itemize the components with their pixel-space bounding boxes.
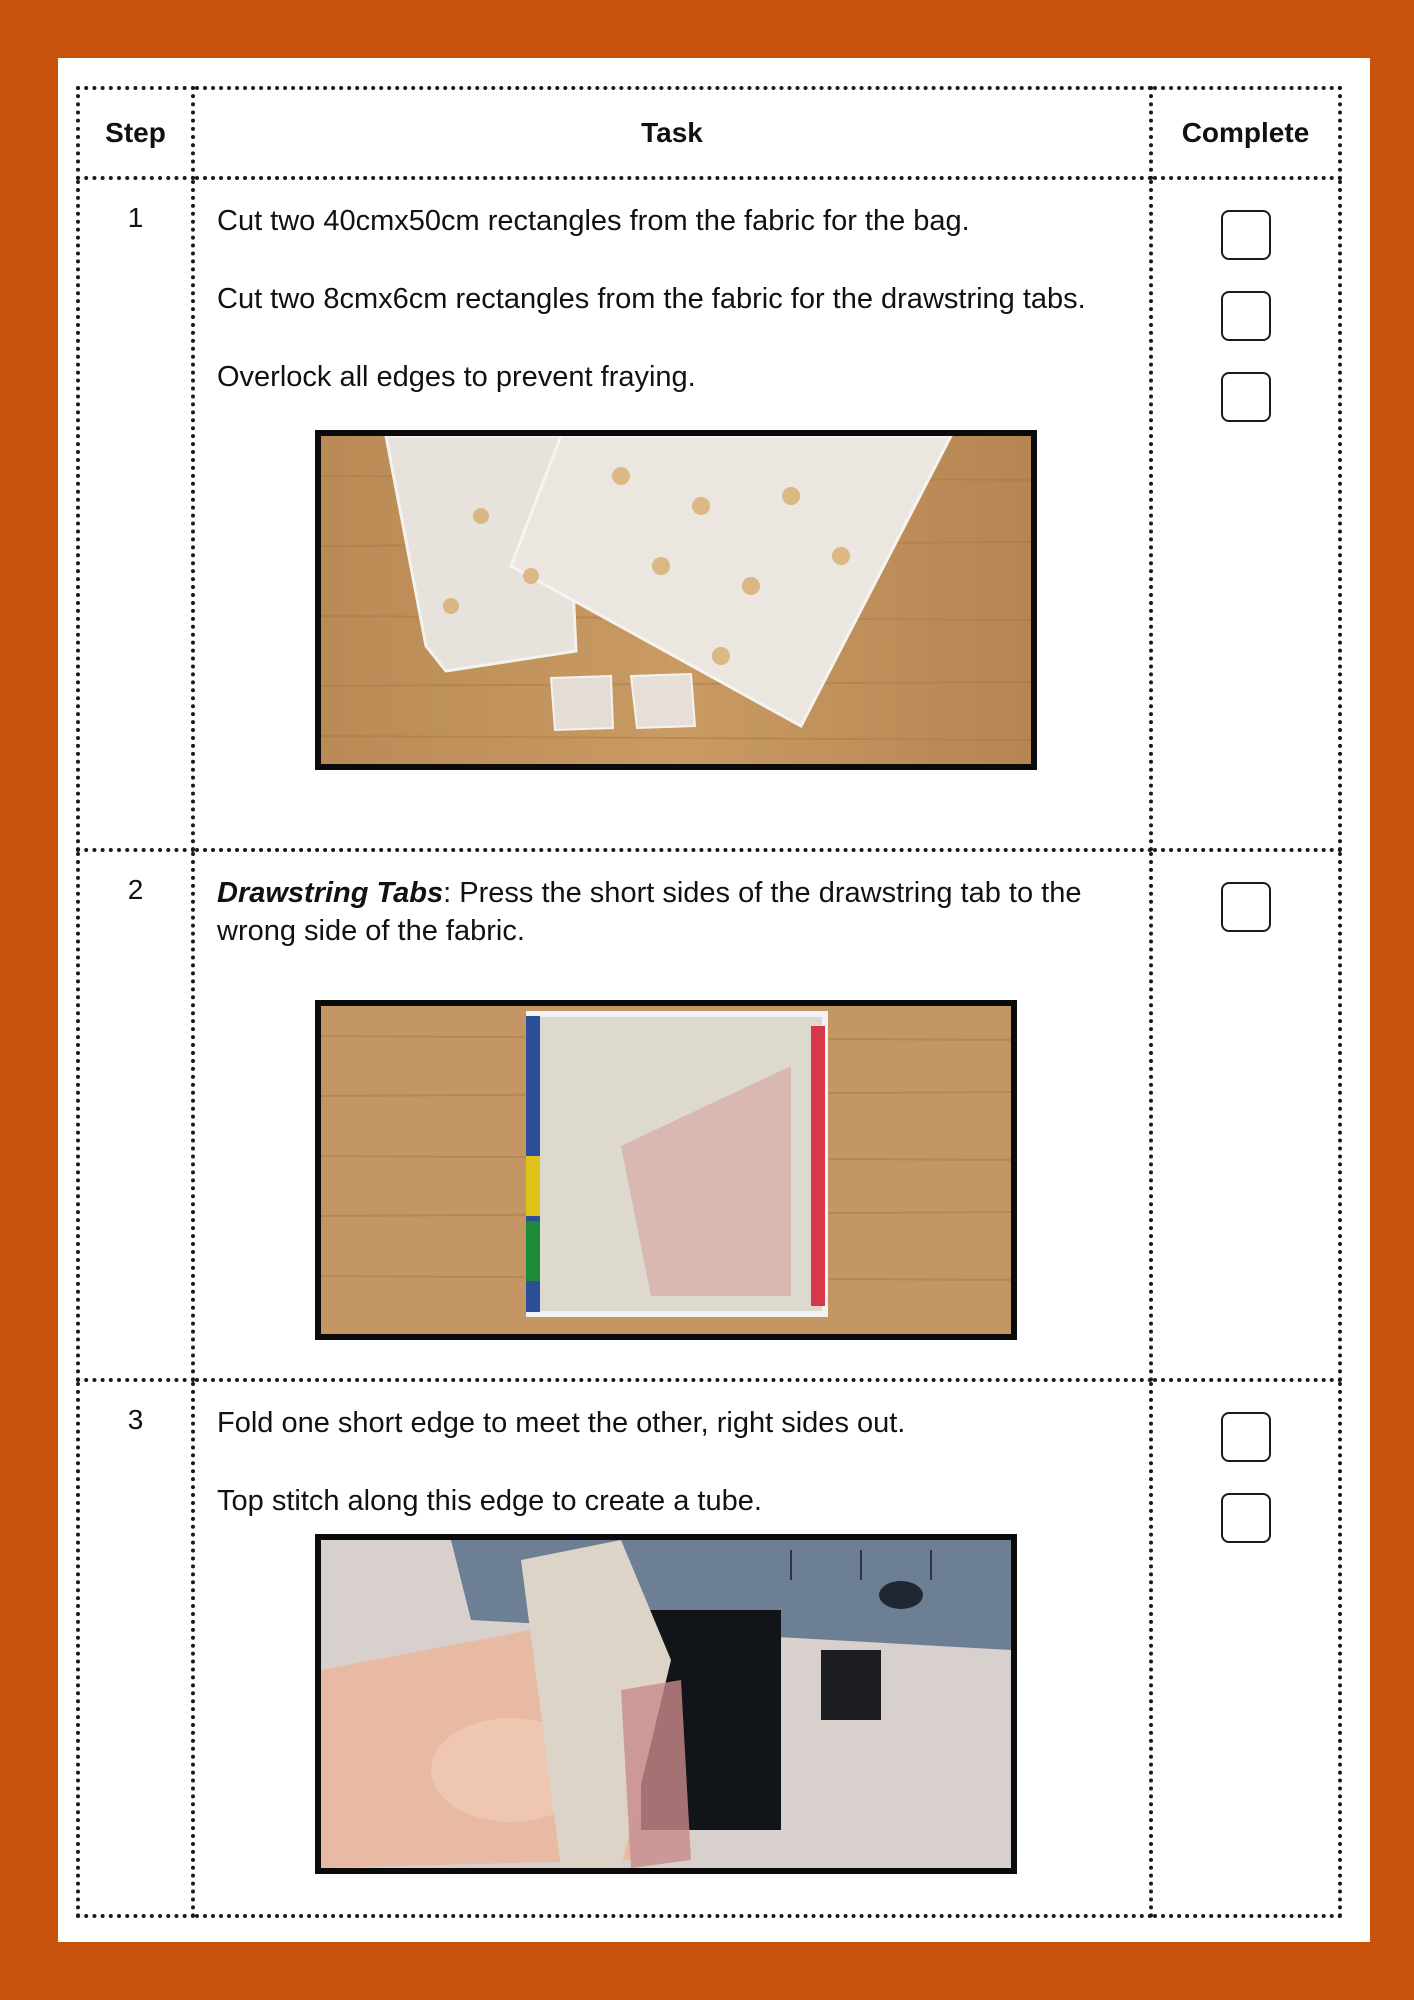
table-row: [78, 178, 1340, 850]
task-instruction: Overlock all edges to prevent fraying.: [217, 361, 696, 393]
task-instruction-text: : Press the short sides of the drawstring tab to the wrong side of the fabric.: [217, 877, 1082, 947]
step-column-header: Step: [78, 88, 193, 178]
step-number: 3: [78, 1380, 193, 1916]
task-cell: [193, 178, 1151, 850]
step-number: 1: [78, 178, 193, 850]
task-instruction: Fold one short edge to meet the other, right sides out.: [217, 1407, 906, 1439]
table-header-row: [78, 88, 1340, 178]
drawstring-tabs-heading: Drawstring Tabs: [217, 877, 444, 909]
complete-cell: [1151, 178, 1340, 850]
complete-cell: [1151, 850, 1340, 1380]
task-instruction: [217, 874, 1125, 950]
fabric-rectangles-photo: [315, 430, 1037, 770]
task-cell: [193, 850, 1151, 1380]
complete-checkbox[interactable]: [1221, 372, 1271, 422]
complete-column-header: Complete: [1151, 88, 1340, 178]
task-instruction: Cut two 40cmx50cm rectangles from the fabric for the bag.: [217, 205, 970, 237]
task-cell: [193, 1380, 1151, 1916]
sewing-machine-photo: [315, 1534, 1017, 1874]
step-number: 2: [78, 850, 193, 1380]
complete-checkbox[interactable]: [1221, 1412, 1271, 1462]
complete-cell: [1151, 1380, 1340, 1916]
complete-checkbox[interactable]: [1221, 291, 1271, 341]
complete-checkbox[interactable]: [1221, 210, 1271, 260]
worksheet-page: [58, 58, 1370, 1942]
task-instruction: Cut two 8cmx6cm rectangles from the fabric for the drawstring tabs.: [217, 283, 1086, 315]
table-row: [78, 850, 1340, 1380]
complete-checkbox[interactable]: [1221, 882, 1271, 932]
table-row: [78, 1380, 1340, 1916]
drawstring-tab-photo: [315, 1000, 1017, 1340]
complete-checkbox[interactable]: [1221, 1493, 1271, 1543]
task-column-header: Task: [193, 88, 1151, 178]
task-instruction: Top stitch along this edge to create a tube.: [217, 1485, 762, 1517]
steps-table: [76, 86, 1342, 1918]
